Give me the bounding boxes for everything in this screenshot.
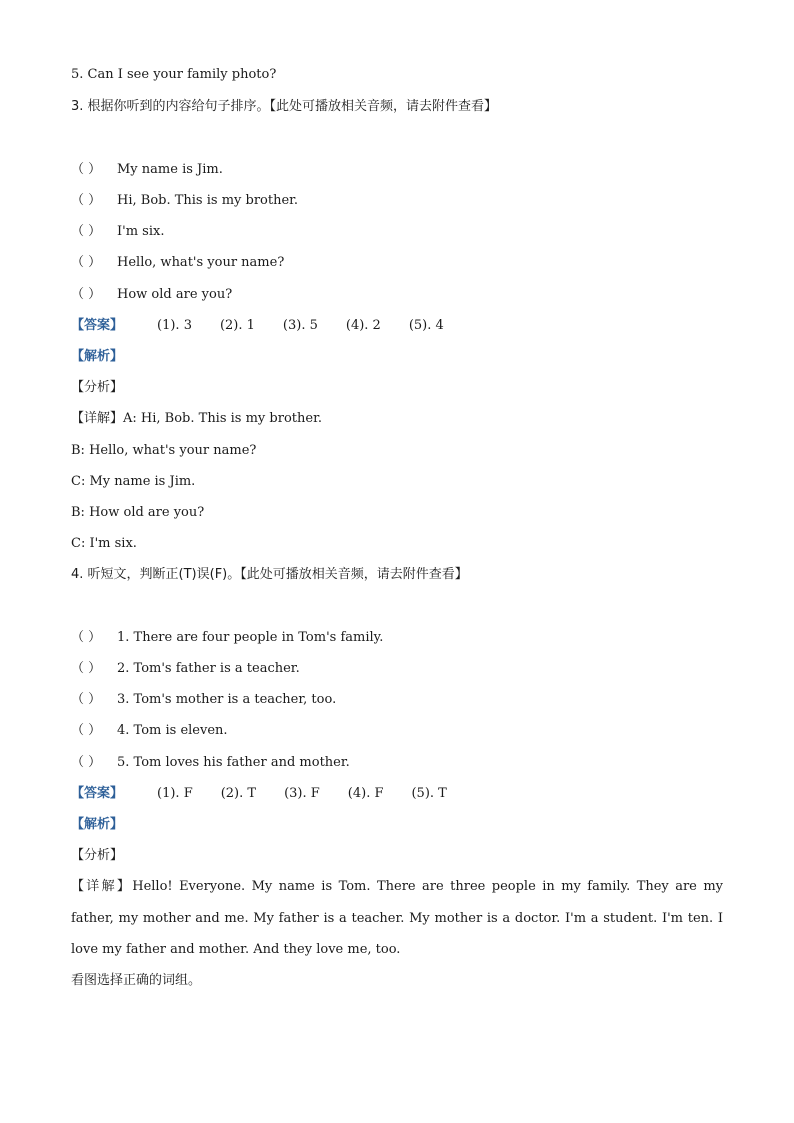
fenxi-tag: 【分析】 — [71, 380, 124, 395]
item-text: I'm six. — [117, 224, 165, 239]
answer-blank: （ ） — [71, 193, 102, 208]
item-text: 3. Tom's mother is a teacher, too. — [117, 692, 337, 707]
answer-blank: （ ） — [71, 255, 102, 270]
next-section-heading: 看图选择正确的词组。 — [71, 973, 202, 988]
fenxi-label — [71, 379, 123, 397]
detail-label: 【详解】 — [71, 411, 124, 426]
answer-blank: （ ） — [71, 723, 102, 738]
fenxi-label — [71, 847, 123, 865]
tf-item — [71, 691, 336, 709]
answer-list — [157, 318, 472, 333]
dialogue-line: C: My name is Jim. — [71, 474, 196, 489]
answer-blank: （ ） — [71, 755, 102, 770]
answer-value: (2). T — [220, 786, 257, 801]
answer-value: (5). T — [411, 786, 447, 801]
answer-blank: （ ） — [71, 162, 102, 177]
item-text: My name is Jim. — [117, 162, 223, 177]
tf-item — [71, 629, 383, 647]
analysis-label — [71, 816, 123, 834]
item-text: Hi, Bob. This is my brother. — [117, 193, 299, 208]
answer-blank: （ ） — [71, 661, 102, 676]
section-3-title: 3. 根据你听到的内容给句子排序。【此处可播放相关音频，请去附件查看】 — [71, 99, 498, 114]
ordering-item — [71, 254, 284, 272]
item-text: Hello, what's your name? — [117, 255, 285, 270]
answer-blank: （ ） — [71, 692, 102, 707]
fenxi-tag: 【分析】 — [71, 848, 124, 863]
item-text: How old are you? — [117, 287, 233, 302]
answer-label: 【答案】 — [71, 786, 124, 801]
item-text: 5. Tom loves his father and mother. — [117, 755, 350, 770]
dialogue-line: C: I'm six. — [71, 536, 137, 551]
ordering-item — [71, 161, 223, 179]
question-5-text: 5. Can I see your family photo? — [71, 67, 277, 82]
answer-list — [157, 786, 475, 801]
detail-row — [71, 410, 322, 428]
dialogue-line: B: How old are you? — [71, 505, 205, 520]
item-text: 2. Tom's father is a teacher. — [117, 661, 300, 676]
answer-row — [71, 317, 472, 335]
answer-value: (4). F — [347, 786, 384, 801]
analysis-tag: 【解析】 — [71, 817, 124, 832]
answer-blank: （ ） — [71, 630, 102, 645]
answer-value: (3). F — [284, 786, 320, 801]
answer-value: (2). 1 — [219, 318, 255, 333]
ordering-item — [71, 223, 164, 241]
detail-label: 【详解】 — [71, 879, 133, 894]
analysis-label — [71, 348, 123, 366]
answer-blank: （ ） — [71, 224, 102, 239]
detail-paragraph — [71, 871, 723, 966]
answer-value: (1). 3 — [157, 318, 192, 333]
item-text: 4. Tom is eleven. — [117, 723, 228, 738]
ordering-item — [71, 286, 232, 304]
section-4-title: 4. 听短文，判断正(T)误(F)。【此处可播放相关音频，请去附件查看】 — [71, 567, 468, 582]
ordering-item — [71, 192, 298, 210]
dialogue-line: B: Hello, what's your name? — [71, 443, 257, 458]
tf-item — [71, 660, 300, 678]
answer-blank: （ ） — [71, 287, 102, 302]
answer-row — [71, 785, 475, 803]
tf-item — [71, 722, 228, 740]
analysis-tag: 【解析】 — [71, 349, 124, 364]
tf-item — [71, 754, 350, 772]
answer-value: (4). 2 — [345, 318, 381, 333]
detail-text: Hello! Everyone. My name is Tom. There are three people in my family. They are my father, my mother and me. My father is a teacher. My mother is a doctor. I'm a student. I'm ten. I love my father and mother. And they love me, too. — [71, 879, 723, 957]
item-text: 1. There are four people in Tom's family. — [117, 630, 384, 645]
answer-value: (5). 4 — [408, 318, 444, 333]
answer-value: (3). 5 — [282, 318, 318, 333]
answer-label: 【答案】 — [71, 318, 124, 333]
answer-value: (1). F — [157, 786, 193, 801]
detail-text: A: Hi, Bob. This is my brother. — [123, 411, 322, 426]
